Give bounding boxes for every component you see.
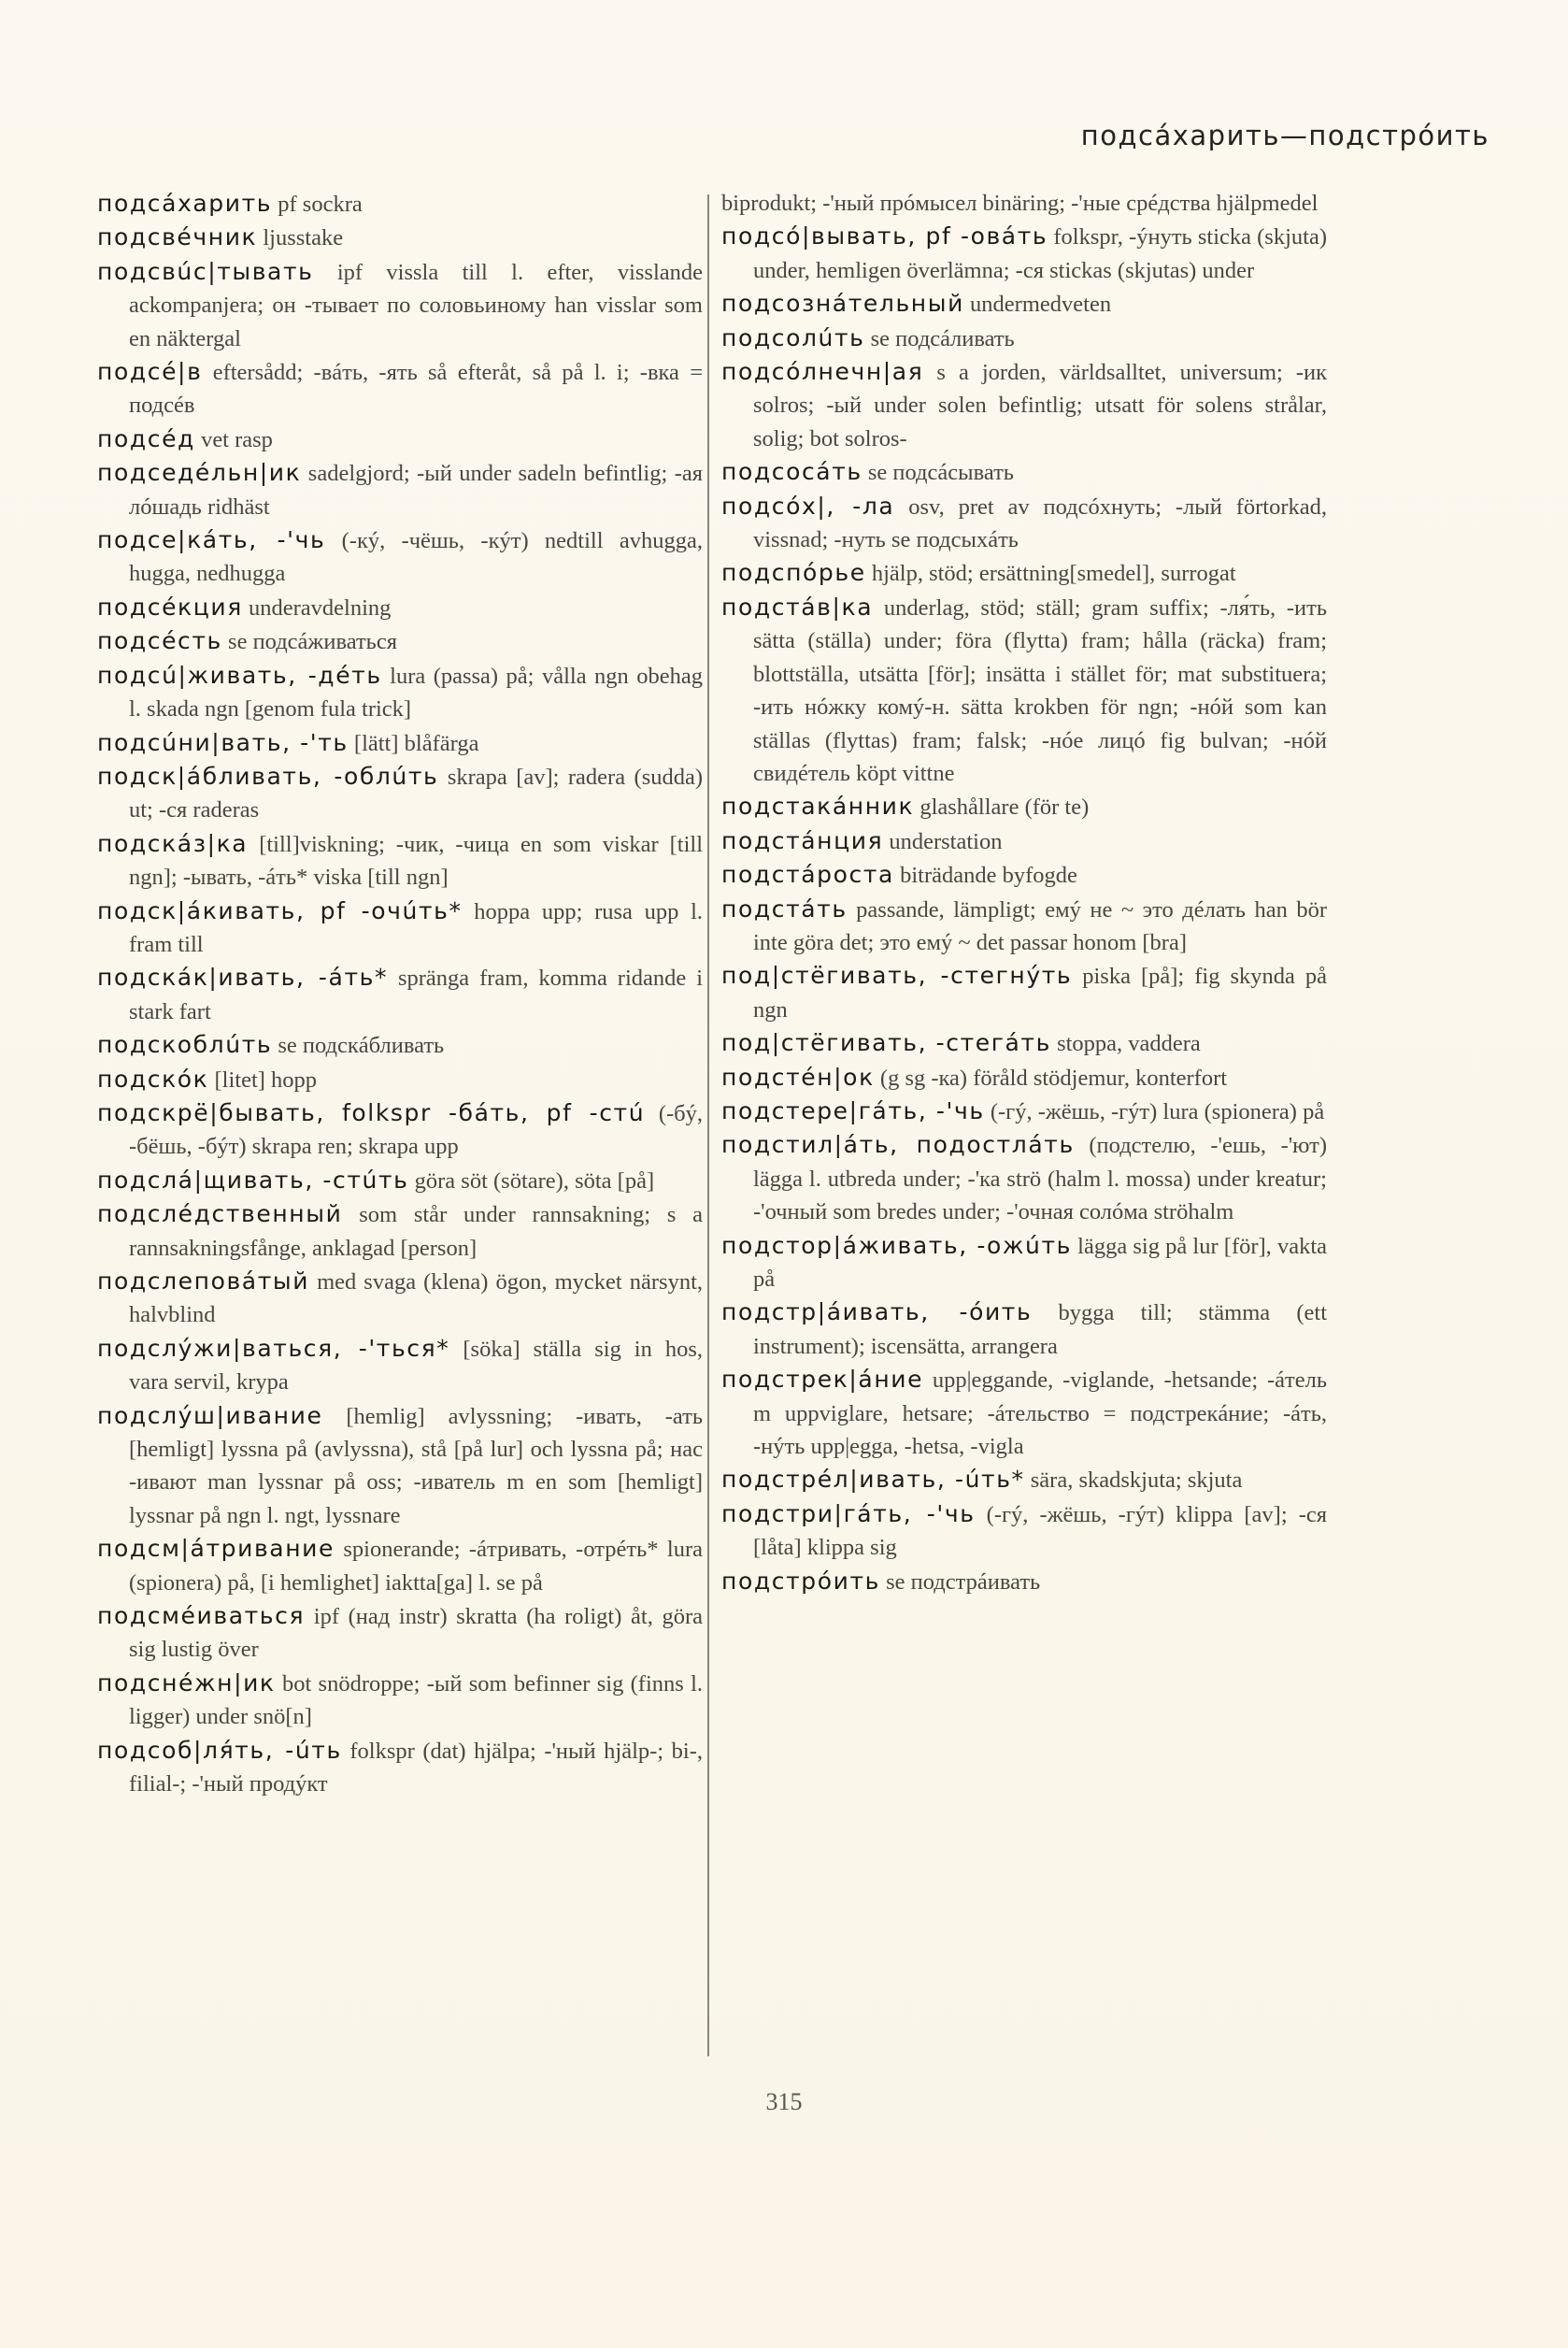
- definition: se подсáживаться: [228, 629, 397, 655]
- dictionary-entry: [97, 1667, 703, 1734]
- dictionary-entry: [97, 1399, 703, 1533]
- dictionary-entry: [97, 1096, 703, 1164]
- headword: подстрек|áние: [721, 1366, 924, 1394]
- dictionary-entry: [97, 1332, 703, 1399]
- definition: lägga sig på lur [för], vakta på: [753, 1233, 1328, 1292]
- headword: подстрóить: [721, 1567, 880, 1595]
- definition: [hemlig] avlyssning; -ивать, -ать [hemligt] lyssna på (avlyssna), stå [på lur] och lyssna på; нас -ивают man lyssnar på oss; -иватель m en som [hemligt] lyssnar på ngn l. ngt, lyssnare: [129, 1403, 703, 1528]
- dictionary-entry: [721, 220, 1327, 287]
- headword: подстил|áть, подостлáть: [721, 1131, 1075, 1159]
- headword: подсосáть: [721, 458, 862, 486]
- definition: se подсáливать: [870, 325, 1015, 351]
- definition: biprodukt; -'ный прóмысел binäring; -'ные срéдства hjälpmedel: [721, 191, 1319, 216]
- dictionary-entry: [97, 221, 703, 254]
- headword: подстор|áживать, -ожúть: [721, 1231, 1072, 1259]
- dictionary-entry: [721, 322, 1327, 355]
- dictionary-entry: [97, 1028, 703, 1062]
- headword: подстáв|ка: [721, 593, 874, 621]
- headword: подстáнция: [721, 826, 884, 854]
- definition: sadelgjord; -ый under sadeln befintlig; -ая лóшадь ridhäst: [129, 461, 704, 520]
- dictionary-entry: [721, 355, 1327, 455]
- headword: подсм|áтривание: [97, 1535, 335, 1563]
- definition: vet rasp: [201, 426, 273, 452]
- dictionary-entry: [97, 591, 703, 624]
- headword: подспóрье: [721, 559, 866, 587]
- dictionary-entry: [721, 187, 1327, 220]
- definition: stoppa, vaddera: [1057, 1031, 1201, 1057]
- dictionary-entry: [97, 523, 703, 591]
- headword: подстáроста: [721, 861, 894, 889]
- headword: подскоблúть: [97, 1031, 273, 1059]
- definition: [lätt] blåfärga: [353, 730, 479, 756]
- dictionary-entry: [97, 422, 703, 456]
- dictionary-entry: [721, 858, 1327, 892]
- definition: lura (passa) på; vålla ngn obehag l. skada ngn [genom fula trick]: [129, 663, 703, 723]
- definition: s a jorden, världsalltet, universum; -ик solros; -ый under solen befintlig; utsatt för solens strålar, solig; bot solros-: [753, 360, 1328, 451]
- dictionary-entry: [721, 893, 1327, 960]
- headword: подск|áкивать, pf -очúть*: [97, 896, 463, 924]
- dictionary-entry: [97, 1265, 703, 1332]
- dictionary-entry: [721, 556, 1327, 590]
- definition: se подскáбливать: [278, 1033, 445, 1059]
- definition: glashållare (för te): [919, 795, 1090, 821]
- definition: (подстелю, -'ешь, -'ют) lägga l. utbreda under; -'ка strö (halm l. mossa) under kreatur; -'очный som bredes under; -'очная солóма ströhalm: [753, 1133, 1327, 1225]
- headword: подсáхарить: [97, 190, 273, 217]
- headword: подстрéл|ивать, -úть*: [721, 1466, 1025, 1494]
- headword: под|стёгивать, -стегнýть: [721, 962, 1073, 990]
- headword: подсéкция: [97, 593, 243, 621]
- headword: подсмéиваться: [97, 1602, 306, 1630]
- definition: [söka] ställa sig in hos, vara servil, krypa: [129, 1336, 703, 1396]
- dictionary-entry: [97, 659, 703, 726]
- definition: folkspr (dat) hjälpa; -'ный hjälp-; bi-, filial-; -'ный продýкт: [129, 1738, 703, 1797]
- definition: se подсáсывать: [867, 460, 1014, 486]
- headword: подслýжи|ваться, -'ться*: [97, 1334, 450, 1362]
- definition: underavdelning: [248, 594, 392, 621]
- definition: underlag, stöd; ställ; gram suffix; -ля́ть, -ить sätta (ställa) under; föra (flytta) fram; hålla (räcka) fram; blottställa, utsätta [för]; insätta i stället för; mat substituera; -ить нóжку комý-н. sätta krokben för ngn; -нóй som kan ställas (flyttas) fram; falsk; -нóе лицó fig bulvan; -нóй свидéтель köpt vittne: [753, 594, 1328, 786]
- left-column: [97, 187, 703, 1801]
- dictionary-entry: [721, 1497, 1327, 1565]
- headword: подслá|щивать, -стúть: [97, 1166, 409, 1194]
- dictionary-entry: [97, 1599, 703, 1667]
- dictionary-entry: [721, 1128, 1327, 1228]
- dictionary-entry: [721, 1026, 1327, 1060]
- headword: подсвéчник: [97, 223, 258, 251]
- dictionary-entry: [97, 895, 703, 962]
- headword: подсé|в: [97, 358, 203, 386]
- definition: understation: [889, 828, 1003, 854]
- definition: spionerande; -áтривать, -отрéть* lura (spionera) på, [i hemlighet] iaktta[ga] l. se på: [129, 1537, 703, 1596]
- dictionary-entry: [721, 959, 1327, 1026]
- definition: sära, skadskjuta; skjuta: [1030, 1468, 1243, 1494]
- dictionary-entry: [721, 824, 1327, 858]
- headword: подслéдственный: [97, 1200, 343, 1228]
- headword: подслеповáтый: [97, 1267, 310, 1295]
- headword: подседéльн|ик: [97, 459, 302, 487]
- headword: подслýш|ивание: [97, 1401, 323, 1429]
- dictionary-entry: [97, 827, 703, 895]
- running-head: подсáхарить—подстрóить: [1080, 120, 1490, 151]
- headword: подстри|гáть, -'чь: [721, 1499, 976, 1527]
- dictionary-entry: [97, 1063, 703, 1096]
- definition: (-кý, -чёшь, -кýт) nedtill avhugga, hugga, nedhugga: [129, 528, 703, 587]
- definition: (-гý, -жёшь, -гýт) lura (spionera) på: [990, 1098, 1325, 1124]
- definition: biträdande byfogde: [900, 863, 1077, 889]
- dictionary-entry: [721, 1095, 1327, 1128]
- headword: подснéжн|ик: [97, 1668, 276, 1697]
- dictionary-entry: [721, 490, 1327, 557]
- definition: spränga fram, komma ridande i stark fart: [129, 966, 704, 1024]
- definition: ipf vissla till l. efter, visslande ackompanjera; он -тывает по соловьиному han visslar som en näktergal: [129, 259, 703, 351]
- definition: [litet] hopp: [214, 1067, 318, 1093]
- headword: подсéд: [97, 424, 195, 452]
- dictionary-entry: [721, 1463, 1327, 1496]
- definition: se подстрáивать: [886, 1568, 1041, 1595]
- definition: med svaga (klena) ögon, mycket närsynt, halvblind: [129, 1269, 703, 1328]
- right-column: [721, 187, 1327, 1598]
- headword: подстр|áивать, -óить: [721, 1298, 1033, 1326]
- dictionary-entry: [97, 355, 703, 422]
- headword: подскóк: [97, 1065, 209, 1093]
- dictionary-entry: [721, 790, 1327, 823]
- dictionary-entry: [721, 287, 1327, 321]
- dictionary-entry: [97, 1532, 703, 1599]
- headword: подскрё|бывать, folkspr -бáть, pf -стú: [97, 1098, 646, 1126]
- headword: подсóлнечн|ая: [721, 358, 924, 386]
- headword: подск|áбливать, -облúть: [97, 762, 439, 790]
- headword: подсознáтельный: [721, 290, 964, 318]
- headword: подстáть: [721, 895, 848, 923]
- headword: подсе|кáть, -'чь: [97, 526, 326, 554]
- definition: göra söt (sötare), söta [på]: [414, 1167, 655, 1194]
- definition: hoppa upp; rusa upp l. fram till: [129, 898, 704, 957]
- headword: подсó|вывать, pf -овáть: [721, 222, 1048, 251]
- dictionary-entry: [721, 1565, 1327, 1598]
- definition: hjälp, stöd; ersättning[smedel], surrogat: [871, 561, 1236, 587]
- page-number: 315: [765, 2088, 803, 2115]
- headword: подстере|гáть, -'чь: [721, 1096, 985, 1124]
- definition: bot snödroppe; -ый som befinner sig (finns l. ligger) under snö[n]: [129, 1670, 704, 1730]
- dictionary-entry: [97, 1734, 703, 1801]
- dictionary-entry: [97, 624, 703, 658]
- dictionary-entry: [97, 456, 703, 523]
- definition: bygga till; stämma (ett instrument); iscensätta, arrangera: [753, 1300, 1327, 1359]
- dictionary-entry: [721, 1363, 1327, 1463]
- column-divider: [707, 194, 709, 2056]
- headword: подскáз|ка: [97, 829, 249, 857]
- headword: подскáк|ивать, -áть*: [97, 964, 389, 992]
- headword: подсоб|ля́ть, -úть: [97, 1736, 342, 1764]
- definition: (g sg -ка) föråld stödjemur, konterfort: [879, 1065, 1228, 1091]
- headword: подстéн|ок: [721, 1063, 875, 1091]
- dictionary-entry: [97, 255, 703, 355]
- dictionary-entry: [721, 591, 1327, 790]
- definition: upp|eggande, -viglande, -hetsande; -áтель m uppviglare, hetsare; -áтельство = подстрекáние; -áть, -нýть upp|egga, -hetsa, -vigla: [753, 1367, 1328, 1460]
- headword: подсóх|, -ла: [721, 492, 895, 520]
- dictionary-entry: [97, 961, 703, 1028]
- headword: под|стёгивать, -стегáть: [721, 1029, 1051, 1057]
- dictionary-entry: [721, 1061, 1327, 1095]
- dictionary-entry: [721, 455, 1327, 489]
- dictionary-entry: [721, 1296, 1327, 1363]
- dictionary-entry: [97, 187, 703, 221]
- dictionary-entry: [97, 760, 703, 827]
- definition: pf sockra: [278, 192, 363, 217]
- definition: eftersådd; -вáть, -ять så efteråt, så på l. i; -вка = подсéв: [129, 360, 704, 419]
- definition: folkspr, -ýнуть sticka (skjuta) under, hemligen överlämna; -ся stickas (skjutas) under: [753, 224, 1327, 283]
- definition: (-бý, -бёшь, -бýт) skrapa ren; skrapa upp: [129, 1100, 704, 1160]
- dictionary-entry: [97, 726, 703, 760]
- definition: ipf (над instr) skratta (ha roligt) åt, göra sig lustig över: [129, 1604, 703, 1663]
- headword: подсúни|вать, -'ть: [97, 728, 349, 756]
- definition: ljusstake: [263, 225, 344, 251]
- headword: подстакáнник: [721, 793, 915, 821]
- headword: подсвúс|тывать: [97, 257, 314, 285]
- definition: piska [på]; fig skynda på ngn: [753, 964, 1327, 1023]
- definition: passande, lämpligt; емý не ~ это дéлать han bör inte göra det; это емý ~ det passar honom [bra]: [753, 896, 1327, 955]
- definition: osv, pret av подсóхнуть; -лый förtorkad, vissnad; -нуть se подсыхáть: [753, 494, 1327, 553]
- dictionary-entry: [97, 1197, 703, 1265]
- headword: подсéсть: [97, 627, 222, 655]
- dictionary-entry: [97, 1164, 703, 1197]
- definition: skrapa [av]; radera (sudda) ut; -ся raderas: [129, 764, 704, 823]
- definition: [till]viskning; -чик, -чица en som viskar [till ngn]; -ывать, -áть* viska [till ngn]: [129, 831, 703, 891]
- headword: подсú|живать, -дéть: [97, 661, 382, 689]
- definition: som står under rannsakning; s a rannsakningsfånge, anklagad [person]: [129, 1202, 704, 1261]
- dictionary-entry: [721, 1229, 1327, 1296]
- headword: подсолúть: [721, 323, 865, 351]
- definition: (-гý, -жёшь, -гýт) klippa [av]; -ся [låta] klippa sig: [753, 1501, 1328, 1561]
- definition: undermedveten: [970, 292, 1112, 318]
